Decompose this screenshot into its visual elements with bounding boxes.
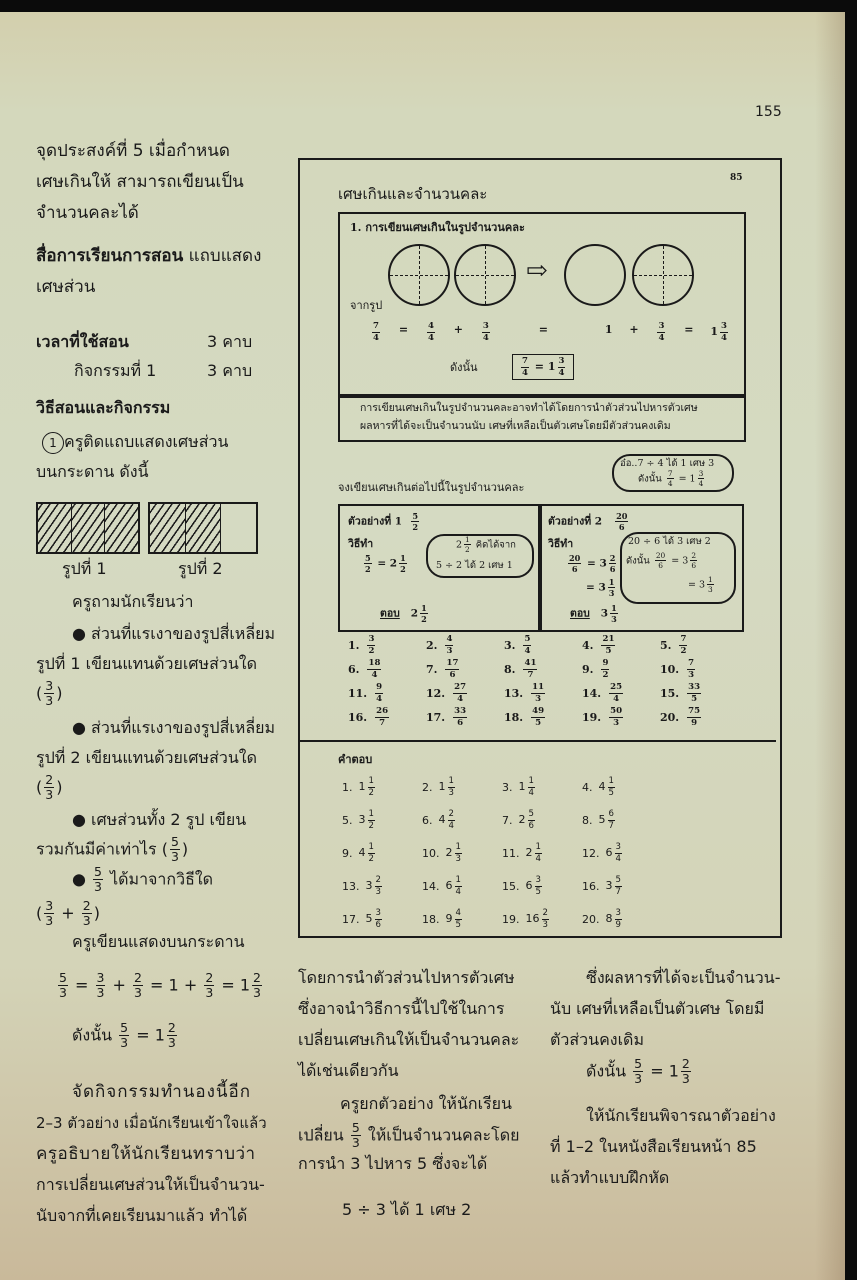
question-4-answer: ( $\frac{3}{3}$ + $\frac{2}{3}$ ) xyxy=(36,898,100,929)
figure-1-caption: รูปที่ 1 xyxy=(62,559,107,578)
exercise-item: 10. $\frac{7}{3}$ xyxy=(660,657,695,680)
circle-quartered xyxy=(454,244,516,306)
exercise-grid xyxy=(348,634,738,728)
exercise-item: 3. $\frac{5}{4}$ xyxy=(504,633,531,656)
exercise-item: 12. $\frac{27}{4}$ xyxy=(426,681,467,704)
teacher-asks: ครูถามนักเรียนว่า xyxy=(72,592,194,611)
exercise-item: 4. $\frac{21}{5}$ xyxy=(582,633,615,656)
question-3-text: เศษส่วนทั้ง 2 รูป เขียน xyxy=(91,810,247,829)
answer-item: 9. 4 $\frac{1}{2}$ xyxy=(342,842,374,864)
example-1-box xyxy=(338,504,542,632)
rule-box xyxy=(338,394,746,442)
exercise-item: 5. $\frac{7}{2}$ xyxy=(660,633,687,656)
middle-line-3: เปลี่ยนเศษเกินให้เป็นจำนวนคละ xyxy=(298,1030,520,1049)
media-value-2: เศษส่วน xyxy=(36,277,96,297)
example-2-work-2: = 3 $\frac{1}{3}$ xyxy=(586,577,615,599)
method-heading: วิธีสอนและกิจกรรม xyxy=(36,398,171,417)
para-line-2: 2–3 ตัวอย่าง เมื่อนักเรียนเข้าใจแล้ว xyxy=(36,1114,267,1132)
answer-item: 18. 9 $\frac{4}{5}$ xyxy=(422,908,461,930)
example-2-work-1: $\frac{20}{6}$ = 3 $\frac{2}{6}$ xyxy=(569,553,616,575)
example-1-label: ตัวอย่างที่ 1 $\frac{5}{2}$ xyxy=(348,511,419,533)
question-1-line-1: ● ส่วนที่แรเงาของรูปสี่เหลี่ยม xyxy=(72,624,276,643)
textbook-page-number: 85 xyxy=(730,173,743,183)
activity-value: 3 คาบ xyxy=(207,361,253,380)
media-line xyxy=(36,244,261,268)
para-line-4: การเปลี่ยนเศษส่วนให้เป็นจำนวน- xyxy=(36,1175,265,1194)
question-2-answer: ( $\frac{2}{3}$ ) xyxy=(36,772,63,803)
answer-item: 14. 6 $\frac{1}{4}$ xyxy=(422,875,461,897)
question-1-text: ส่วนที่แรเงาของรูปสี่เหลี่ยม xyxy=(91,624,276,643)
textbook-page xyxy=(0,12,845,1280)
right-instr-line-1: ให้นักเรียนพิจารณาตัวอย่าง xyxy=(586,1106,776,1125)
figure-2-caption: รูปที่ 2 xyxy=(178,559,223,578)
answer-item: 7. 2 $\frac{5}{6}$ xyxy=(502,809,534,831)
exercise-item: 16. $\frac{26}{7}$ xyxy=(348,705,389,728)
thought-bubble xyxy=(612,454,734,492)
question-3-line-1: ● เศษส่วนทั้ง 2 รูป เขียน xyxy=(72,810,247,829)
question-1-line-2: รูปที่ 1 เขียนแทนด้วยเศษส่วนใด xyxy=(36,654,257,673)
answer-item: 8. 5 $\frac{6}{7}$ xyxy=(582,809,614,831)
answer-item: 1. 1 $\frac{1}{2}$ xyxy=(342,776,374,798)
exercise-item: 15. $\frac{33}{5}$ xyxy=(660,681,701,704)
middle-example-line-1: ครูยกตัวอย่าง ให้นักเรียน xyxy=(340,1094,512,1113)
question-3-line-2: รวมกันมีค่าเท่าไร ( $\frac{5}{3}$ ) xyxy=(36,834,189,865)
objective-line-3: จำนวนคละได้ xyxy=(36,203,139,223)
bar-cell-shaded xyxy=(186,504,222,552)
answer-item: 10. 2 $\frac{1}{3}$ xyxy=(422,842,461,864)
division-result: 5 ÷ 3 ได้ 1 เศษ 2 xyxy=(342,1200,472,1219)
exercise-item: 20. $\frac{75}{9}$ xyxy=(660,705,701,728)
textbook-excerpt-box xyxy=(298,158,782,938)
bubble-line-1: อ๋อ..7 ÷ 4 ได้ 1 เศษ 3 xyxy=(620,458,715,469)
answer-item: 2. 1 $\frac{1}{3}$ xyxy=(422,776,454,798)
para-line-3: ครูอธิบายให้นักเรียนทราบว่า xyxy=(36,1144,256,1164)
bar-cell-empty xyxy=(221,504,256,552)
circle-whole xyxy=(564,244,626,306)
right-instr-line-3: แล้วทำแบบฝึกหัด xyxy=(550,1168,670,1187)
right-line-3: ตัวส่วนคงเดิม xyxy=(550,1030,644,1049)
answer-item: 5. 3 $\frac{1}{2}$ xyxy=(342,809,374,831)
time-label: เวลาที่ใช้สอน xyxy=(36,332,129,351)
example-2-bubble xyxy=(620,532,736,604)
bar-cell-shaded xyxy=(72,504,106,552)
bar-cell-shaded xyxy=(38,504,72,552)
middle-line-2: ซึ่งอาจนำวิธีการนี้ไปใช้ในการ xyxy=(298,999,505,1018)
bar-cell-shaded xyxy=(150,504,186,552)
from-figure-label: จากรูป xyxy=(350,299,383,312)
answers-box xyxy=(300,740,776,936)
boxed-result: $\frac{7}{4}$ = 1 $\frac{3}{4}$ xyxy=(512,354,574,380)
exercise-item: 19. $\frac{50}{3}$ xyxy=(582,705,623,728)
question-2-line-1: ● ส่วนที่แรเงาของรูปสี่เหลี่ยม xyxy=(72,718,276,737)
bar-cell-shaded xyxy=(105,504,138,552)
exercise-item: 1. $\frac{3}{2}$ xyxy=(348,633,375,656)
board-equation: $\frac{5}{3}$ = $\frac{3}{3}$ + $\frac{2}{3}$ = 1 + $\frac{2}{3}$ = 1 $\frac{2}{3}$ xyxy=(59,970,261,1001)
fraction-bar-figure-2 xyxy=(148,502,258,554)
example-2-bubble-line-2: ดังนั้น $\frac{20}{6}$ = 3 $\frac{2}{6}$ xyxy=(626,551,697,571)
exercise-item: 14. $\frac{25}{4}$ xyxy=(582,681,623,704)
exercise-item: 13. $\frac{11}{3}$ xyxy=(504,681,545,704)
example-1-bubble-line-2: 5 ÷ 2 ได้ 2 เศษ 1 xyxy=(436,560,513,571)
question-2-text: ส่วนที่แรเงาของรูปสี่เหลี่ยม xyxy=(91,718,276,737)
section-1-box xyxy=(338,212,746,398)
question-2-line-2: รูปที่ 2 เขียนแทนด้วยเศษส่วนใด xyxy=(36,748,257,767)
answer-item: 11. 2 $\frac{1}{4}$ xyxy=(502,842,541,864)
step-1-line-1 xyxy=(36,430,228,454)
board-therefore: ดังนั้น $\frac{5}{3}$ = 1 $\frac{2}{3}$ xyxy=(72,1020,176,1051)
step-1-line-2: บนกระดาน ดังนี้ xyxy=(36,462,149,481)
circle-quartered xyxy=(632,244,694,306)
rule-line-2: ผลหารที่ได้จะเป็นจำนวนนับ เศษที่เหลือเป็นตัวเศษโดยมีตัวส่วนคงเดิม xyxy=(360,420,671,432)
answers-heading: คำตอบ xyxy=(338,753,373,766)
middle-example-line-2: เปลี่ยน $\frac{5}{3}$ ให้เป็นจำนวนคละโดย xyxy=(298,1120,520,1151)
right-instr-line-2: ที่ 1–2 ในหนังสือเรียนหน้า 85 xyxy=(550,1137,757,1156)
example-2-bubble-line-1: 20 ÷ 6 ได้ 3 เศษ 2 xyxy=(628,536,711,547)
example-1-work: $\frac{5}{2}$ = 2 $\frac{1}{2}$ xyxy=(365,553,406,575)
question-1-answer: ( $\frac{3}{3}$ ) xyxy=(36,678,63,709)
exercise-item: 9. $\frac{9}{2}$ xyxy=(582,657,609,680)
page-shadow xyxy=(815,12,845,1280)
exercise-instruction: จงเขียนเศษเกินต่อไปนี้ในรูปจำนวนคละ xyxy=(338,481,525,494)
example-2-box xyxy=(538,504,744,632)
answer-item: 3. 1 $\frac{1}{4}$ xyxy=(502,776,534,798)
therefore-label: ดังนั้น xyxy=(450,361,478,374)
textbook-title: เศษเกินและจำนวนคละ xyxy=(338,185,488,203)
exercise-item: 18. $\frac{49}{5}$ xyxy=(504,705,545,728)
example-2-bubble-line-3: = 3 $\frac{1}{3}$ xyxy=(688,575,713,595)
answer-item: 20. 8 $\frac{3}{9}$ xyxy=(582,908,621,930)
section-1-title: 1. การเขียนเศษเกินในรูปจำนวนคละ xyxy=(350,221,525,234)
activity-label: กิจกรรมที่ 1 xyxy=(74,361,157,380)
example-1-bubble-line-1: 2 $\frac{1}{2}$ คิดได้จาก xyxy=(456,535,516,555)
answer-item: 13. 3 $\frac{2}{3}$ xyxy=(342,875,381,897)
example-2-answer: ตอบ 3 $\frac{1}{3}$ xyxy=(570,603,617,625)
bubble-line-2: ดังนั้น $\frac{7}{4}$ = 1 $\frac{3}{4}$ xyxy=(638,469,704,489)
example-1-bubble xyxy=(426,534,534,578)
example-1-answer: ตอบ 2 $\frac{1}{2}$ xyxy=(380,603,427,625)
media-value: แถบแสดง xyxy=(188,246,262,266)
question-4-line-1: ● $\frac{5}{3}$ ได้มาจากวิธีใด xyxy=(72,864,214,895)
answer-grid xyxy=(342,772,662,935)
rule-line-1: การเขียนเศษเกินในรูปจำนวนคละอาจทำได้โดยการนำตัวส่วนไปหารตัวเศษ xyxy=(360,402,698,414)
step-1-text: ครูติดแถบแสดงเศษส่วน xyxy=(64,432,229,451)
answer-item: 19. 16 $\frac{2}{3}$ xyxy=(502,908,548,930)
answer-item: 15. 6 $\frac{3}{5}$ xyxy=(502,875,541,897)
media-label: สื่อการเรียนการสอน xyxy=(36,246,184,266)
figure-equation: $\frac{7}{4}$ = $\frac{4}{4}$ + $\frac{3}{4}$ = 1 + $\frac{3}{4}$ = 1 $\frac{3}{4}$ xyxy=(373,321,727,343)
right-line-2: นับ เศษที่เหลือเป็นตัวเศษ โดยมี xyxy=(550,999,765,1018)
example-2-label: ตัวอย่างที่ 2 $\frac{20}{6}$ xyxy=(548,511,628,533)
answer-item: 16. 3 $\frac{5}{7}$ xyxy=(582,875,621,897)
middle-example-line-3: การนำ 3 ไปหาร 5 ซึ่งจะได้ xyxy=(298,1154,488,1173)
arrow-right-icon: ⇨ xyxy=(526,256,548,286)
para-line-1: จัดกิจกรรมทำนองนี้อีก xyxy=(72,1082,252,1102)
right-therefore: ดังนั้น $\frac{5}{3}$ = 1 $\frac{2}{3}$ xyxy=(586,1056,690,1087)
exercise-item: 6. $\frac{18}{4}$ xyxy=(348,657,381,680)
para-line-5: นับจากที่เคยเรียนมาแล้ว ทำได้ xyxy=(36,1206,248,1225)
example-2-method: วิธีทำ xyxy=(548,538,574,550)
page-number: 155 xyxy=(755,104,782,120)
objective-line-1: จุดประสงค์ที่ 5 เมื่อกำหนด xyxy=(36,141,230,161)
exercise-item: 7. $\frac{17}{6}$ xyxy=(426,657,459,680)
step-number-circle: 1 xyxy=(42,432,64,454)
exercise-item: 17. $\frac{33}{6}$ xyxy=(426,705,467,728)
answer-item: 17. 5 $\frac{3}{6}$ xyxy=(342,908,381,930)
exercise-item: 2. $\frac{4}{3}$ xyxy=(426,633,453,656)
middle-line-4: ได้เช่นเดียวกัน xyxy=(298,1061,399,1080)
fraction-bar-figure-1 xyxy=(36,502,140,554)
answer-item: 12. 6 $\frac{3}{4}$ xyxy=(582,842,621,864)
middle-line-1: โดยการนำตัวส่วนไปหารตัวเศษ xyxy=(298,968,515,987)
circle-quartered xyxy=(388,244,450,306)
objective-line-2: เศษเกินให้ สามารถเขียนเป็น xyxy=(36,172,244,192)
exercise-item: 8. $\frac{41}{7}$ xyxy=(504,657,537,680)
example-1-method: วิธีทำ xyxy=(348,538,374,550)
teacher-writes: ครูเขียนแสดงบนกระดาน xyxy=(72,932,245,951)
exercise-item: 11. $\frac{9}{4}$ xyxy=(348,681,383,704)
answer-item: 6. 4 $\frac{2}{4}$ xyxy=(422,809,454,831)
right-line-1: ซึ่งผลหารที่ได้จะเป็นจำนวน- xyxy=(586,968,781,987)
time-value: 3 คาบ xyxy=(207,332,253,351)
answer-item: 4. 4 $\frac{1}{5}$ xyxy=(582,776,614,798)
